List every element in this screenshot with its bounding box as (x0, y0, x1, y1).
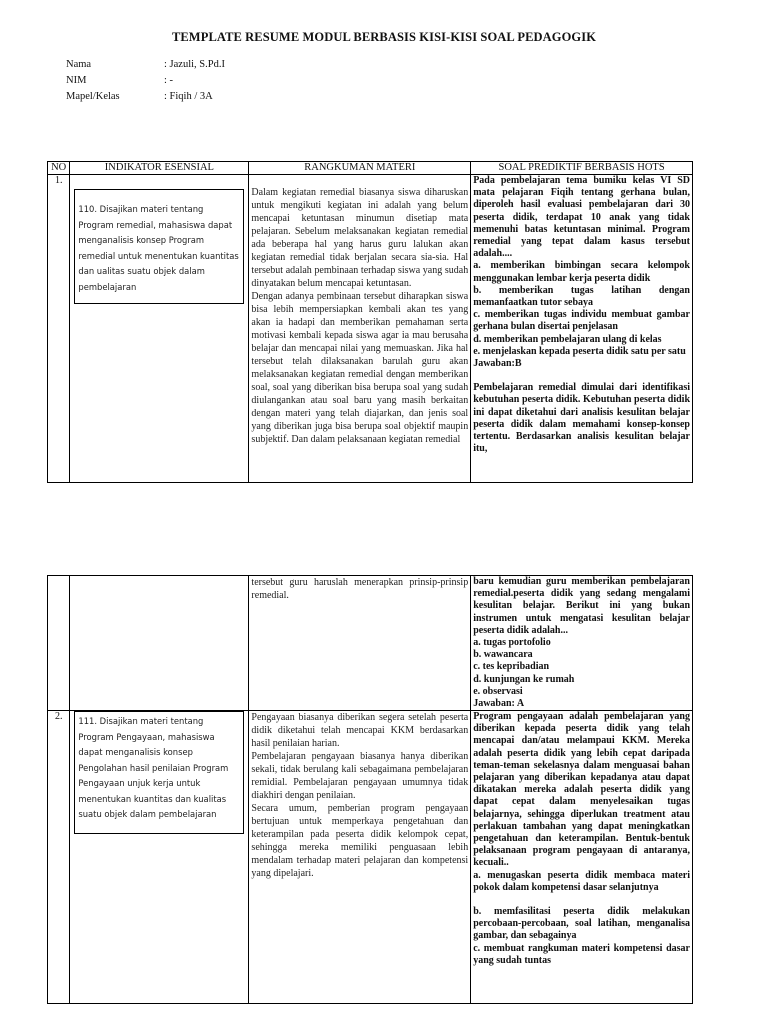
question-cell (471, 711, 693, 1004)
material-paragraph: Pembelajaran pengayaan biasanya hanya diberikan sekali, tidak berulang kali sebagaimana pembelajaran remidial. Pembelajaran pengayaan umumnya tidak diakhiri dengan penilaian. (251, 751, 469, 801)
indicator-box: 110. Disajikan materi tentang Program remedial, mahasiswa dapat menganalisis konsep Program remedial untuk menentukan kuantitas dan ualitas suatu objek dalam pembelajaran (74, 189, 244, 304)
question-text (473, 711, 690, 1003)
identity-value: : - (164, 75, 174, 86)
indicator-box: 111. Disajikan materi tentang Program Pengayaan, mahasiswa dapat menganalisis konsep Pengolahan hasil penilaian Program Pengayaan unjuk kerja untuk menentukan kuantitas dan kualitas suatu objek dalam pembelajaran (74, 711, 244, 834)
row-number: 2. (48, 711, 70, 1004)
indicator-cell (70, 711, 249, 1004)
answer-option: d. memberikan pembelajaran ulang di kelas (473, 333, 662, 345)
answer-option: b. wawancara (473, 649, 533, 661)
answer-option: e. observasi (473, 685, 523, 697)
question-cell (471, 576, 693, 711)
material-cell (249, 576, 471, 711)
resume-table-page-2 (47, 575, 693, 1004)
identity-value: : Fiqih / 3A (164, 91, 213, 102)
indicator-cell (70, 175, 249, 483)
identity-value: : Jazuli, S.Pd.I (164, 59, 225, 70)
header-no: NO (48, 162, 70, 175)
question-stem: Program pengayaan adalah pembelajaran yang diberikan kepada peserta didik yang telah mencapai dan/atau melampaui KKM. Mereka adalah peserta didik yang lebih cepat daripada teman-teman sekelasnya dalam menguasai bahan pelajaran yang diberikan kepadanya atau dapat dikatakan mereka adalah peserta didik yang dapat cepat dalam menyelesaikan tugas belajarnya, sehingga diperlukan treatment atau perlakuan tambahan yang dapat meningkatkan pengetahuan dan keterampilan. Bentuk-bentuk pelaksanaan program pengayaan di antaranya, kecuali.. (473, 711, 690, 869)
question-cell (471, 175, 693, 483)
question-stem: Pada pembelajaran tema bumiku kelas VI SD mata pelajaran Fiqih tentang gerhana bulan, diperoleh hasil evaluasi pembelajaran dari 30 peserta didik, terdapat 10 anak yang tidak memenuhi batas ketuntasan minimal. Program remedial yang tepat dalam kasus tersebut adalah.... (473, 175, 690, 260)
question-stem: baru kemudian guru memberikan pembelajaran remedial.peserta didik yang sedang mengalami kesulitan belajar. Berikut ini yang bukan instrumen untuk mengatasi kesulitan belajar peserta didik adalah... (473, 576, 690, 636)
identity-label: Mapel/Kelas (66, 91, 120, 102)
identity-label: Nama (66, 59, 92, 70)
answer-key: Jawaban:B (473, 358, 522, 370)
identity-label: NIM (66, 75, 87, 86)
material-paragraph: Pengayaan biasanya diberikan segera setelah peserta didik diketahui telah mencapai KKM berdasarkan hasil penilaian harian. (251, 712, 469, 749)
answer-option: a. tugas portofolio (473, 637, 551, 649)
answer-explanation: Pembelajaran remedial dimulai dari identifikasi kebutuhan peserta didik. Kebutuhan peserta didik ini dapat diketahui dari analisis kesulitan belajar peserta didik dalam memahami konsep-konsep tertentu. Berdasarkan analisis kesulitan belajar itu, (473, 382, 690, 455)
header-material: RANGKUMAN MATERI (249, 162, 471, 175)
answer-option: d. kunjungan ke rumah (473, 673, 575, 685)
answer-option: e. menjelaskan kepada peserta didik satu per satu (473, 345, 686, 357)
answer-option: a. menugaskan peserta didik membaca materi pokok dalam kompetensi dasar selanjutnya (473, 869, 690, 893)
material-paragraph: Secara umum, pemberian program pengayaan bertujuan untuk memperkaya pengetahuan dan keterampilan pada peserta didik kelompok cepat, sehingga mereka memiliki penguasaan lebih mendalam terhadap materi pelajaran dan kompetensi yang dipelajari. (251, 803, 469, 879)
table-row-2 (48, 711, 693, 1004)
answer-option: c. tes kepribadian (473, 661, 550, 673)
table-header-row (48, 162, 693, 175)
table-row-1-continued (48, 576, 693, 711)
material-text (251, 175, 468, 482)
material-paragraph: Dalam kegiatan remedial biasanya siswa diharuskan untuk mengikuti kegiatan ini adalah yang belum mencapai ketuntasan minumun disetiap mata pelajaran. Sebelum melaksanakan kegiatan remedial ada beberapa hal yang harus guru lalukan akan kegiatan remedial tidak berjalan secara sia-sia. Hal tersebut adalah pembinaan terhadap siswa yang sudah dinyatakan belum mencapai ketuntasan. (251, 187, 469, 289)
row-number: 1. (48, 175, 70, 483)
answer-option: c. membuat rangkuman materi kompetensi dasar yang sudah tuntas (473, 942, 690, 966)
resume-table-page-1 (47, 161, 693, 483)
material-cell (249, 711, 471, 1004)
document-title: TEMPLATE RESUME MODUL BERBASIS KISI-KISI SOAL PEDAGOGIK (171, 30, 597, 44)
row-number-empty (48, 576, 70, 711)
indicator-cell-empty (70, 576, 249, 711)
answer-key: Jawaban: A (473, 698, 525, 710)
question-text (473, 175, 690, 482)
material-text (251, 711, 468, 880)
answer-option: b. memfasilitasi peserta didik melakukan percobaan-percobaan, soal latihan, menganalisa gambar, dan sebagainya (473, 906, 690, 942)
material-text: tersebut guru haruslah menerapkan prinsip-prinsip remedial. (251, 577, 469, 601)
answer-option: a. memberikan bimbingan secara kelompok menggunakan lembar kerja peserta didik (473, 260, 690, 284)
material-paragraph: Dengan adanya pembinaan tersebut diharapkan siswa bisa lebih mempersiapkan kembali akan tes yang akan ia hadapi dan memberikan pemahaman serta motivasi kembali kepada siswa agar ia mau berusaha belajar dan mencapai nilai yang memuaskan. Jika hal tersebut telah dilaksanakan barulah guru akan melaksanakan kegiatan remedial dengan memberikan soal, soal yang diberikan bisa berupa soal yang sudah diulangankan atau soal baru yang masih berkaitan dengan materi yang telah diajarkan, dan jenis soal yang diberikan juga bisa berupa soal objektif maupin subjektif. Dan dalam pelaksanaan kegiatan remedial (251, 291, 469, 445)
material-cell (249, 175, 471, 483)
answer-option: c. memberikan tugas individu membuat gambar gerhana bulan disertai penjelasan (473, 309, 690, 333)
answer-option: b. memberikan tugas latihan dengan memanfaatkan tutor sebaya (473, 284, 690, 309)
question-text (473, 576, 690, 710)
header-question: SOAL PREDIKTIF BERBASIS HOTS (471, 162, 693, 175)
header-indicator: INDIKATOR ESENSIAL (70, 162, 249, 175)
table-row-1 (48, 175, 693, 483)
